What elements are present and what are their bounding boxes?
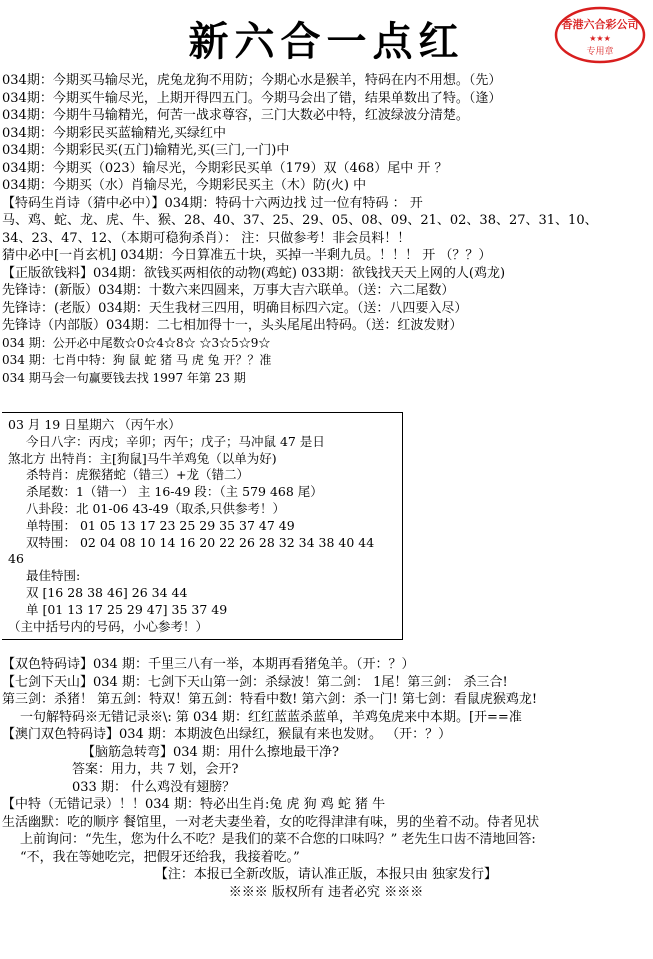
lower-text-block [2,656,650,901]
box-lines-line: 03 月 19 日星期六 （丙午水） [8,417,181,432]
top-lines-line: 先锋诗（内部版）034期：二七相加得十一，头头尾尾出特码。（送：红波发财） [2,318,463,333]
daily-info-box [2,412,403,640]
box-lines-line: 单特围： 01 05 13 17 23 25 29 35 37 47 49 [26,517,295,533]
low-lines-line: 【七剑下天山】034 期：七剑下天山第一剑：杀绿波！第二剑： 1尾！第三剑： 杀三合! [2,674,508,690]
top-lines-line: 034期：今期买（023）输尽光，今期彩民买单（179）双（468）尾中 开 ？ [2,160,448,176]
top-lines-line: 034期：今期牛马输精光，何苦一战求尊容，三门大数必中特，红波绿波分清楚。 [2,108,469,123]
box-lines-line: 单 [01 13 17 25 29 47] 35 37 49 [26,601,228,617]
top-lines-line: 【正版欲钱料】034期：欲钱买两相依的动物(鸡蛇) 033期：欲钱找天天上网的人(鸡龙) [2,265,506,281]
top-lines-line: 034期：今期彩民买蓝输精光,买绿红中 [2,125,226,141]
top-lines-line: 【特码生肖诗（猜中必中）】034期：特码十六两边找 过一位有特码 ： 开 [2,195,423,211]
company-seal [554,5,646,65]
low-lines-line: 【中特（无错记录）！！034 期：特必出生肖:兔 虎 狗 鸡 蛇 猪 牛 [2,797,386,812]
box-lines-line: 双特围： 02 04 08 10 14 16 20 22 26 28 32 34 38 40 44 [26,534,375,550]
low-lines-line: 【澳门双色特码诗】034 期：本期波色出绿红，猴鼠有来也发财。 （开：？） [2,727,452,742]
low-lines-line: 【双色特码诗】034 期：千里三八有一举，本期再看猪兔羊。（开：？） [2,657,415,672]
top-lines-line: 034 期马会一句赢要钱去找 1997 年第 23 期 [2,370,246,385]
top-lines-line: 34、23、47、12、（本期可稳狗杀肖）： 注：只做参考！非会员料！！ [2,230,411,246]
svg-text:专用章: 专用章 [586,47,614,57]
top-lines-line: 马、鸡、蛇、龙、虎、牛、猴、28、40、37、25、29、05、08、09、21、02、38、27、31、10、 [2,213,598,228]
low-lines-line: 033 期： 什么鸡没有翅膀？ [72,779,236,795]
top-lines-line: 猜中必中[一肖玄机] 034期：今日算准五十块，买掉一半剩九员。！！！ 开 （？？） [2,248,492,263]
low-lines-line: 生活幽默：吃的顺序 餐馆里，一对老夫妻坐着，女的吃得津津有味，男的坐着不动。侍者见状 [2,814,540,830]
page-title: 新六合一点红 [188,18,465,65]
low-lines-line: 第三剑：杀猪！ 第五剑：特双！第五剑：特看中数! 第六剑：杀一门! 第七剑：看鼠虎猴鸡龙! [2,692,538,707]
top-lines-line: 034 期：公开必中尾数☆0☆4☆8☆ ☆3☆5☆9☆ [2,335,271,350]
svg-text:香港六合彩公司: 香港六合彩公司 [561,18,639,31]
top-lines-line: 034期：今期彩民买(五门)输精光,买(三门,一门)中 [2,143,290,158]
box-lines-line: 八卦段：北 01-06 43-49（取杀,只供参考！） [26,500,285,516]
box-lines-line: 杀特肖：虎猴猪蛇（错三）+龙（错二） [26,467,249,483]
low-lines-line: 答案：用力，共 7 划，会开? [72,762,239,777]
low-lines-line: 上前询问：“先生，您为什么不吃？是我们的菜不合您的口味吗？” 老先生口齿不清地回答: [20,832,536,847]
box-lines-line: 双 [16 28 38 46] 26 34 44 [26,584,188,600]
top-lines-line: 034期：今期买牛输尽光，上期开得四五门。今期马会出了错，结果单数出了特。（逢） [2,90,502,106]
box-lines-line: 最佳特围: [26,568,81,584]
box-lines-line: 今日八字：丙戌；辛卯；丙午；戊子；马冲鼠 47 是日 [26,433,325,449]
top-lines-line: 034 期：七肖中特：狗 鼠 蛇 猪 马 虎 兔 开？？准 [2,353,272,367]
low-lines-line: “不，我在等她吃完，把假牙还给我，我接着吃。” [20,849,300,865]
box-lines-line: （主中括号内的号码，小心参考！） [8,618,209,634]
top-lines-line: 先锋诗：(新版）034期：十数六来四圆来，万事大吉六联单。（送：六二尾数） [2,283,455,298]
top-lines-line: 034期：今期买马输尽光，虎兔龙狗不用防；今期心水是猴羊，特码在内不用想。（先） [2,73,502,88]
low-lines-line: 【脑筋急转弯】034 期：用什么擦地最干净? [82,744,339,760]
top-lines-line: 先锋诗：(老版）034期：天生我材三四用，明确目标四六定。（送：八四要入尽） [2,300,468,316]
low-lines-line: 【注：本报已全新改版，请认准正版，本报只由 独家发行】 [154,867,498,882]
top-text-block [2,72,650,387]
box-lines-line: 46 [8,551,24,567]
svg-text:★★★: ★★★ [589,34,611,43]
low-lines-line: ※※※ 版权所有 违者必究 ※※※ [228,884,424,900]
low-lines-line: 一句解特码※无错记录※\: 第 034 期：红红蓝蓝杀蓝单，羊鸡兔虎来中本期。[开==准 [20,709,522,725]
box-lines-line: 煞北方 出特肖：主[狗鼠]马牛羊鸡兔（以单为好) [8,450,277,466]
box-lines-line: 杀尾数：1（错一） 主 16-49 段：（主 579 468 尾） [26,484,323,500]
top-lines-line: 034期：今期买（水）肖输尽光，今期彩民买主（木）防(火) 中 [2,178,367,193]
